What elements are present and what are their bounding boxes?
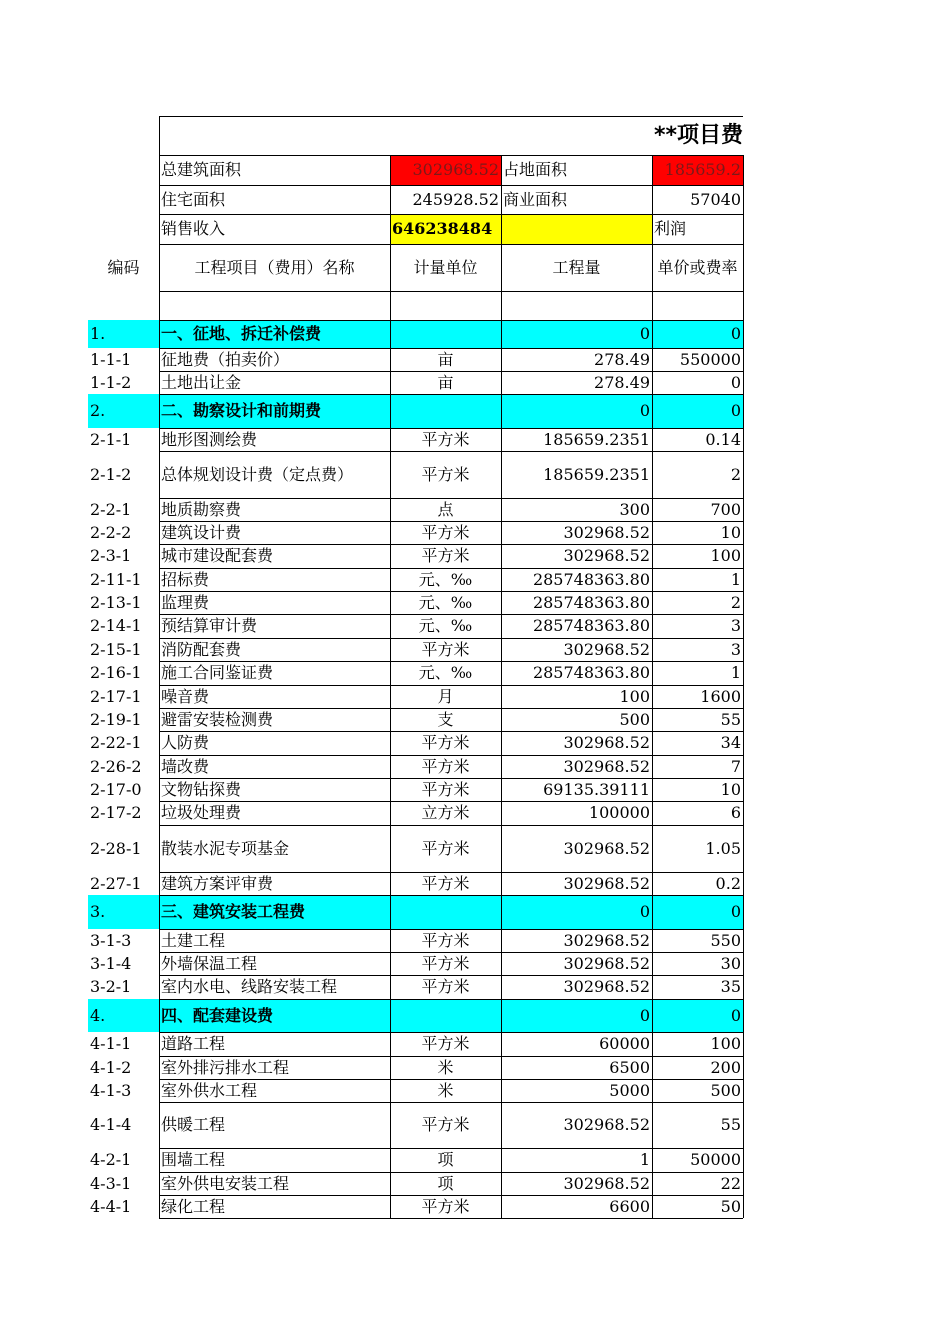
row-price[interactable]: 3 (730, 639, 741, 659)
row-unit[interactable]: 项 (437, 1150, 454, 1169)
grid-line (159, 825, 743, 826)
row-price[interactable]: 550 (710, 930, 741, 950)
row-name[interactable]: 人防费 (161, 733, 210, 752)
row-unit[interactable]: 元、‰ (418, 592, 473, 612)
row-unit[interactable]: 平方米 (421, 756, 470, 776)
row-code[interactable]: 2-14-1 (90, 616, 142, 635)
row-price[interactable]: 200 (710, 1057, 741, 1077)
row-unit[interactable] (390, 895, 501, 929)
row-price[interactable]: 10 (720, 779, 741, 799)
grid-line (159, 801, 743, 802)
row-name[interactable]: 二、勘察设计和前期费 (161, 401, 322, 420)
row-price[interactable]: 1 (730, 663, 741, 682)
row-unit[interactable]: 平方米 (421, 733, 470, 752)
header-code[interactable]: 编码 (107, 257, 140, 277)
row-quantity[interactable]: 100000 (588, 803, 650, 822)
grid-line (159, 1079, 743, 1080)
row-unit[interactable]: 平方米 (421, 464, 470, 484)
row-price[interactable]: 50 (720, 1196, 741, 1216)
grid-line (159, 591, 743, 592)
summary-label-2[interactable]: 商业面积 (503, 189, 568, 209)
row-unit[interactable]: 平方米 (421, 1034, 470, 1053)
row-quantity[interactable]: 60000 (599, 1034, 650, 1053)
row-name[interactable]: 墙改费 (161, 756, 210, 776)
row-quantity[interactable]: 300 (619, 499, 650, 519)
grid-line (652, 155, 653, 1218)
row-unit[interactable]: 平方米 (421, 873, 470, 893)
row-unit[interactable]: 平方米 (421, 953, 470, 973)
row-price[interactable]: 34 (720, 733, 741, 752)
grid-line (743, 155, 744, 1218)
row-name[interactable]: 外墙保温工程 (161, 953, 258, 973)
grid-line (159, 348, 743, 349)
row-quantity[interactable]: 302968.52 (563, 756, 650, 776)
grid-line (159, 185, 743, 186)
row-name[interactable]: 室外排污排水工程 (161, 1057, 290, 1077)
row-unit[interactable]: 平方米 (421, 522, 470, 542)
row-price[interactable]: 7 (730, 756, 741, 776)
row-name[interactable]: 地形图测绘费 (161, 429, 258, 449)
grid-line (159, 1218, 743, 1219)
summary-value[interactable]: 646238484 (390, 214, 501, 244)
row-unit[interactable]: 元、‰ (418, 569, 473, 589)
row-quantity[interactable]: 302968.52 (563, 873, 650, 893)
grid-line (159, 778, 743, 779)
row-quantity[interactable]: 0 (639, 1005, 650, 1025)
row-name[interactable]: 噪音费 (161, 686, 210, 706)
row-quantity[interactable]: 1 (639, 1150, 650, 1169)
row-name[interactable]: 室内水电、线路安装工程 (161, 977, 338, 996)
row-quantity[interactable]: 302968.52 (563, 639, 650, 659)
summary-label-2[interactable]: 占地面积 (503, 160, 568, 179)
row-price[interactable]: 6 (730, 803, 741, 822)
row-price[interactable]: 0 (730, 324, 741, 343)
grid-line (159, 1195, 743, 1196)
grid-line (159, 1148, 743, 1149)
row-quantity[interactable]: 302968.52 (563, 953, 650, 973)
row-name[interactable]: 施工合同鉴证费 (161, 663, 274, 682)
grid-line (159, 1056, 743, 1057)
row-unit[interactable]: 平方米 (421, 1115, 470, 1134)
row-name[interactable]: 预结算审计费 (161, 616, 258, 635)
grid-line (159, 1172, 743, 1173)
row-name[interactable]: 土地出让金 (161, 372, 242, 392)
row-price[interactable]: 55 (720, 1115, 741, 1134)
row-code[interactable]: 2-17-1 (90, 686, 142, 706)
row-price[interactable]: 22 (720, 1173, 741, 1193)
grid-line (159, 320, 743, 321)
row-code[interactable]: 2-27-1 (90, 873, 142, 893)
row-price[interactable]: 1.05 (705, 838, 741, 858)
row-name[interactable]: 绿化工程 (161, 1196, 226, 1216)
row-quantity[interactable]: 285748363.80 (532, 663, 650, 682)
grid-line (159, 661, 743, 662)
row-name[interactable]: 一、征地、拆迁补偿费 (161, 324, 322, 343)
row-unit[interactable]: 月 (437, 686, 454, 706)
row-unit[interactable] (390, 320, 501, 348)
row-quantity[interactable]: 5000 (609, 1080, 650, 1100)
grid-line (159, 451, 743, 452)
grid-line (159, 214, 743, 215)
row-name[interactable]: 供暖工程 (161, 1115, 226, 1134)
row-code[interactable]: 4-1-2 (90, 1057, 132, 1077)
row-unit[interactable]: 项 (437, 1173, 454, 1193)
summary-value[interactable]: 302968.52 (390, 155, 501, 185)
row-code[interactable]: 4-1-3 (90, 1080, 132, 1100)
row-code[interactable]: 4-3-1 (90, 1173, 132, 1193)
row-name[interactable]: 土建工程 (161, 930, 226, 950)
row-unit[interactable]: 平方米 (421, 779, 470, 799)
row-name[interactable]: 室外供水工程 (161, 1080, 258, 1100)
row-unit[interactable]: 平方米 (421, 977, 470, 996)
row-code[interactable]: 2-1-2 (90, 464, 132, 484)
row-price[interactable]: 0 (730, 902, 741, 921)
header-price[interactable]: 单价或费率 (657, 257, 738, 277)
grid-line (159, 685, 743, 686)
row-name[interactable]: 地质勘察费 (161, 499, 242, 519)
row-price[interactable]: 1600 (700, 686, 741, 706)
grid-line (159, 952, 743, 953)
row-price[interactable]: 10 (720, 522, 741, 542)
grid-line (159, 755, 743, 756)
row-unit[interactable]: 立方米 (421, 803, 470, 822)
row-code[interactable]: 1-1-1 (90, 349, 132, 369)
row-name[interactable]: 城市建设配套费 (161, 546, 274, 565)
header-unit[interactable]: 计量单位 (413, 257, 478, 277)
row-unit[interactable]: 亩 (437, 349, 454, 369)
row-quantity[interactable]: 285748363.80 (532, 569, 650, 589)
row-quantity[interactable]: 302968.52 (563, 546, 650, 565)
summary-value-2[interactable]: 57040 (690, 189, 741, 209)
row-name[interactable]: 征地费（拍卖价） (161, 349, 290, 369)
row-quantity[interactable]: 185659.2351 (543, 429, 650, 449)
grid-line (159, 1102, 743, 1103)
row-price[interactable]: 2 (730, 592, 741, 612)
summary-label[interactable]: 总建筑面积 (161, 160, 242, 179)
row-code[interactable]: 4-4-1 (90, 1196, 132, 1216)
row-price[interactable]: 100 (710, 1034, 741, 1053)
row-code[interactable]: 4-1-4 (90, 1115, 132, 1134)
summary-value-2[interactable]: 利润 (654, 219, 687, 238)
row-name[interactable]: 文物钻探费 (161, 779, 242, 799)
row-code[interactable]: 3-1-4 (90, 953, 132, 973)
row-quantity[interactable]: 69135.39111 (543, 779, 650, 799)
row-code[interactable]: 3. (90, 902, 106, 921)
row-unit[interactable]: 平方米 (421, 639, 470, 659)
grid-line (159, 428, 743, 429)
grid-line (159, 638, 743, 639)
row-code[interactable]: 2-2-2 (90, 522, 132, 542)
row-code[interactable]: 4-2-1 (90, 1150, 132, 1169)
header-qty[interactable]: 工程量 (552, 257, 601, 277)
row-code[interactable]: 2-17-0 (90, 779, 142, 799)
row-unit[interactable]: 元、‰ (418, 616, 473, 635)
row-price[interactable]: 35 (720, 977, 741, 996)
row-name[interactable]: 消防配套费 (161, 639, 242, 659)
grid-line (159, 975, 743, 976)
row-unit[interactable]: 平方米 (421, 429, 470, 449)
sheet-title[interactable]: **项目费 (653, 122, 743, 148)
row-unit[interactable]: 平方米 (421, 546, 470, 565)
grid-line (159, 155, 743, 156)
row-code[interactable]: 2-28-1 (90, 838, 142, 858)
row-quantity[interactable]: 302968.52 (563, 977, 650, 996)
grid-line (159, 244, 743, 245)
row-quantity[interactable]: 302968.52 (563, 733, 650, 752)
grid-line (159, 291, 743, 292)
row-quantity[interactable]: 100 (619, 686, 650, 706)
row-quantity[interactable]: 285748363.80 (532, 592, 650, 612)
row-code[interactable]: 2. (90, 401, 106, 420)
grid-line (501, 155, 502, 1218)
row-price[interactable]: 50000 (690, 1150, 741, 1169)
row-unit[interactable]: 平方米 (421, 1196, 470, 1216)
row-name[interactable]: 道路工程 (161, 1034, 226, 1053)
row-quantity[interactable]: 278.49 (594, 372, 650, 392)
grid-line (159, 116, 160, 1218)
row-price[interactable]: 0 (730, 1005, 741, 1025)
row-price[interactable]: 1 (730, 569, 741, 589)
row-price[interactable]: 0 (730, 401, 741, 420)
row-name[interactable]: 建筑方案评审费 (161, 873, 274, 893)
row-unit[interactable]: 元、‰ (418, 663, 473, 682)
row-unit[interactable]: 点 (437, 499, 454, 519)
row-code[interactable]: 2-15-1 (90, 639, 142, 659)
row-code[interactable]: 1-1-2 (90, 372, 132, 392)
grid-line (159, 929, 743, 930)
row-quantity[interactable]: 185659.2351 (543, 464, 650, 484)
summary-label[interactable]: 销售收入 (161, 219, 226, 238)
summary-label[interactable]: 住宅面积 (161, 189, 226, 209)
grid-line (390, 155, 391, 1218)
header-name[interactable]: 工程项目（费用）名称 (194, 257, 355, 277)
row-unit[interactable]: 平方米 (421, 838, 470, 858)
row-unit[interactable]: 平方米 (421, 930, 470, 950)
summary-label-2[interactable] (501, 214, 652, 244)
grid-line (159, 498, 743, 499)
row-name[interactable]: 建筑设计费 (161, 522, 242, 542)
row-name[interactable]: 室外供电安装工程 (161, 1173, 290, 1193)
row-unit[interactable] (390, 999, 501, 1032)
row-quantity[interactable]: 0 (639, 902, 650, 921)
row-quantity[interactable]: 6500 (609, 1057, 650, 1077)
row-quantity[interactable]: 500 (619, 709, 650, 729)
grid-line (159, 708, 743, 709)
row-price[interactable]: 3 (730, 616, 741, 635)
row-unit[interactable]: 亩 (437, 372, 454, 392)
row-quantity[interactable]: 278.49 (594, 349, 650, 369)
grid-line (159, 1032, 743, 1033)
grid-line (159, 371, 743, 372)
row-price[interactable]: 100 (710, 546, 741, 565)
row-code[interactable]: 4-1-1 (90, 1034, 132, 1053)
row-quantity[interactable]: 0 (639, 324, 650, 343)
row-name[interactable]: 监理费 (161, 592, 210, 612)
grid-line (159, 521, 743, 522)
row-price[interactable]: 0 (730, 372, 741, 392)
row-unit[interactable] (390, 394, 501, 428)
blank-row[interactable] (159, 291, 743, 320)
row-code[interactable]: 4. (90, 1005, 106, 1025)
row-name[interactable]: 总体规划设计费（定点费） (161, 464, 354, 484)
row-name[interactable]: 招标费 (161, 569, 210, 589)
row-quantity[interactable]: 0 (639, 401, 650, 420)
row-code[interactable]: 2-22-1 (90, 733, 142, 752)
row-quantity[interactable]: 302968.52 (563, 522, 650, 542)
grid-line (159, 568, 743, 569)
row-unit[interactable]: 米 (437, 1057, 454, 1077)
row-name[interactable]: 避雷安装检测费 (161, 709, 274, 729)
row-code[interactable]: 2-13-1 (90, 592, 142, 612)
row-name[interactable]: 围墙工程 (161, 1150, 226, 1169)
row-price[interactable]: 700 (710, 499, 741, 519)
row-quantity[interactable]: 302968.52 (563, 838, 650, 858)
row-code[interactable]: 3-2-1 (90, 977, 132, 996)
row-name[interactable]: 四、配套建设费 (161, 1005, 274, 1025)
row-price[interactable]: 500 (710, 1080, 741, 1100)
row-unit[interactable]: 米 (437, 1080, 454, 1100)
row-quantity[interactable]: 302968.52 (563, 930, 650, 950)
row-price[interactable]: 0.14 (705, 429, 741, 449)
grid-line (159, 614, 743, 615)
row-name[interactable]: 散装水泥专项基金 (161, 838, 290, 858)
summary-value[interactable]: 245928.52 (412, 189, 499, 209)
row-code[interactable]: 3-1-3 (90, 930, 132, 950)
grid-line (159, 116, 743, 117)
grid-line (159, 895, 743, 896)
row-price[interactable]: 30 (720, 953, 741, 973)
row-quantity[interactable]: 302968.52 (563, 1115, 650, 1134)
row-code[interactable]: 2-2-1 (90, 499, 132, 519)
row-code[interactable]: 2-1-1 (90, 429, 132, 449)
row-name[interactable]: 三、建筑安装工程费 (161, 902, 306, 921)
row-price[interactable]: 0.2 (715, 873, 741, 893)
grid-line (159, 394, 743, 395)
row-code[interactable]: 2-19-1 (90, 709, 142, 729)
row-quantity[interactable]: 285748363.80 (532, 616, 650, 635)
grid-line (159, 544, 743, 545)
row-code[interactable]: 2-16-1 (90, 663, 142, 682)
row-code[interactable]: 2-26-2 (90, 756, 142, 776)
grid-line (159, 731, 743, 732)
row-price[interactable]: 55 (720, 709, 741, 729)
row-price[interactable]: 2 (730, 464, 741, 484)
row-code[interactable]: 1. (90, 324, 106, 343)
row-code[interactable]: 2-3-1 (90, 546, 132, 565)
summary-value-2[interactable]: 185659.2 (652, 155, 743, 185)
grid-line (159, 999, 743, 1000)
row-code[interactable]: 2-11-1 (90, 569, 142, 589)
row-unit[interactable]: 支 (437, 709, 454, 729)
row-name[interactable]: 垃圾处理费 (161, 803, 242, 822)
grid-line (159, 872, 743, 873)
row-price[interactable]: 550000 (679, 349, 741, 369)
row-code[interactable]: 2-17-2 (90, 803, 142, 822)
row-quantity[interactable]: 302968.52 (563, 1173, 650, 1193)
row-quantity[interactable]: 6600 (609, 1196, 650, 1216)
